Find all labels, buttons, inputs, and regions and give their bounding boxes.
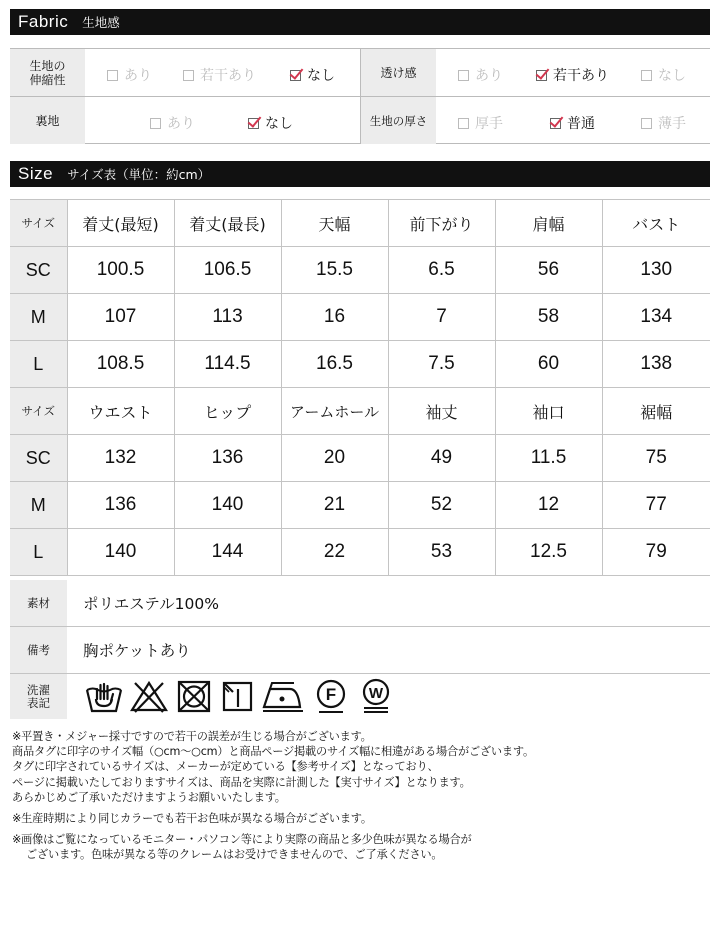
remarks-label: 備考: [10, 627, 67, 673]
no-tumble-dry-icon: [174, 677, 214, 715]
svg-text:F: F: [325, 685, 337, 704]
table-cell: 53: [388, 529, 495, 576]
size-table: [10, 199, 710, 576]
table-row: [10, 435, 710, 482]
disclaimer-notes: [12, 729, 712, 863]
transparency-option-slight: 若干あり: [536, 65, 609, 85]
checkbox-icon: [641, 70, 652, 81]
fabric-label-transparency: 透け感: [361, 49, 436, 96]
column-header: 天幅: [281, 200, 388, 247]
table-cell: 144: [174, 529, 281, 576]
checkmark-icon: [248, 118, 259, 129]
no-bleach-icon: [129, 677, 169, 715]
table-cell: 140: [174, 482, 281, 529]
checkbox-icon: [150, 118, 161, 129]
column-header: バスト: [602, 200, 710, 247]
line-dry-shade-icon: [219, 677, 255, 715]
table-header-row: [10, 388, 710, 435]
table-cell: 56: [495, 247, 602, 294]
column-header: 肩幅: [495, 200, 602, 247]
column-header: 裾幅: [602, 388, 710, 435]
lining-option-none: なし: [248, 113, 293, 133]
table-cell: 140: [67, 529, 174, 576]
checkmark-icon: [290, 70, 301, 81]
table-cell: 107: [67, 294, 174, 341]
table-cell: 20: [281, 435, 388, 482]
thickness-option-thin: 薄手: [641, 113, 686, 133]
fabric-label-lining: 裏地: [10, 97, 85, 144]
size-label: SC: [10, 247, 67, 294]
washing-label: 洗濯 表記: [10, 674, 67, 719]
fabric-title-en: Fabric: [18, 12, 69, 31]
stretch-option-none: なし: [290, 65, 335, 85]
table-header-row: [10, 200, 710, 247]
size-label: M: [10, 482, 67, 529]
column-header: アームホール: [281, 388, 388, 435]
table-cell: 77: [602, 482, 710, 529]
table-cell: 60: [495, 341, 602, 388]
checkbox-icon: [458, 118, 469, 129]
stretch-option-yes: あり: [107, 65, 152, 85]
washing-row: [10, 674, 710, 719]
size-header-label: サイズ: [10, 200, 67, 247]
fabric-table: [10, 48, 710, 144]
table-row: [10, 529, 710, 576]
fabric-section-header: [10, 9, 710, 35]
table-cell: 21: [281, 482, 388, 529]
table-cell: 108.5: [67, 341, 174, 388]
table-cell: 16.5: [281, 341, 388, 388]
table-cell: 15.5: [281, 247, 388, 294]
checkbox-icon: [458, 70, 469, 81]
table-row: [10, 294, 710, 341]
table-cell: 138: [602, 341, 710, 388]
table-row: [10, 482, 710, 529]
note-line: ※平置き・メジャー採寸ですので若干の誤差が生じる場合がございます。: [12, 730, 372, 743]
table-cell: 132: [67, 435, 174, 482]
remarks-row: [10, 627, 710, 674]
size-label: L: [10, 529, 67, 576]
size-header-label: サイズ: [10, 388, 67, 435]
table-cell: 136: [174, 435, 281, 482]
size-label: L: [10, 341, 67, 388]
svg-text:W: W: [368, 685, 384, 702]
thickness-option-normal: 普通: [550, 113, 595, 133]
fabric-title-jp: 生地感: [82, 15, 120, 30]
table-cell: 75: [602, 435, 710, 482]
note-line: ページに掲載いたしておりますサイズは、商品を実際に計測した【実寸サイズ】となります。: [12, 775, 471, 789]
hand-wash-icon: [84, 677, 124, 715]
column-header: 前下がり: [388, 200, 495, 247]
table-cell: 12: [495, 482, 602, 529]
note-line: ※画像はご覧になっているモニター・パソコン等により実際の商品と多少色味が異なる場合が: [12, 833, 472, 847]
note-line: ※生産時期により同じカラーでも若干お色味が異なる場合がございます。: [12, 812, 372, 826]
table-cell: 52: [388, 482, 495, 529]
table-cell: 16: [281, 294, 388, 341]
wet-clean-w-icon: [356, 677, 396, 715]
stretch-option-slight: 若干あり: [183, 65, 256, 85]
size-title-jp: サイズ表（単位：約cm）: [67, 167, 211, 182]
table-cell: 12.5: [495, 529, 602, 576]
transparency-option-none: なし: [641, 65, 686, 85]
note-line: ございます。色味が異なる等のクレームはお受けできませんので、ご了承ください。: [26, 848, 443, 862]
column-header: ウエスト: [67, 388, 174, 435]
table-row: [10, 341, 710, 388]
size-section-header: [10, 161, 710, 187]
table-cell: 79: [602, 529, 710, 576]
table-cell: 6.5: [388, 247, 495, 294]
dry-clean-f-icon: [311, 677, 351, 715]
table-cell: 49: [388, 435, 495, 482]
column-header: 袖口: [495, 388, 602, 435]
column-header: 袖丈: [388, 388, 495, 435]
material-value: ポリエステル100%: [83, 595, 219, 613]
checkbox-icon: [641, 118, 652, 129]
checkbox-icon: [107, 70, 118, 81]
table-row: [10, 247, 710, 294]
table-cell: 134: [602, 294, 710, 341]
size-label: M: [10, 294, 67, 341]
size-label: SC: [10, 435, 67, 482]
table-cell: 136: [67, 482, 174, 529]
table-cell: 7: [388, 294, 495, 341]
note-line: あらかじめご了承いただけますようお願いいたします。: [12, 790, 286, 804]
column-header: ヒップ: [174, 388, 281, 435]
column-header: 着丈(最長): [174, 200, 281, 247]
thickness-option-thick: 厚手: [458, 113, 503, 133]
fabric-label-stretch: 生地の 伸縮性: [10, 49, 85, 96]
table-cell: 7.5: [388, 341, 495, 388]
size-title-en: Size: [18, 164, 54, 183]
care-symbols: [84, 677, 396, 715]
table-cell: 106.5: [174, 247, 281, 294]
material-label: 素材: [10, 580, 67, 626]
fabric-label-thickness: 生地の厚さ: [361, 97, 436, 144]
note-line: タグに印字されているサイズは、メーカーが定めている【参考サイズ】となっており、: [12, 760, 439, 774]
checkmark-icon: [550, 118, 561, 129]
iron-low-icon: [260, 677, 306, 715]
table-cell: 100.5: [67, 247, 174, 294]
checkbox-icon: [183, 70, 194, 81]
transparency-option-yes: あり: [458, 65, 503, 85]
note-line: 商品タグに印字のサイズ幅（○cm〜○cm）と商品ページ掲載のサイズ幅に相違がある場合がございます。: [12, 745, 534, 759]
table-cell: 130: [602, 247, 710, 294]
table-cell: 22: [281, 529, 388, 576]
table-cell: 114.5: [174, 341, 281, 388]
table-cell: 58: [495, 294, 602, 341]
lining-option-yes: あり: [150, 113, 195, 133]
table-cell: 113: [174, 294, 281, 341]
checkmark-icon: [536, 70, 547, 81]
column-header: 着丈(最短): [67, 200, 174, 247]
table-cell: 11.5: [495, 435, 602, 482]
remarks-value: 胸ポケットあり: [83, 642, 191, 660]
material-row: [10, 580, 710, 627]
